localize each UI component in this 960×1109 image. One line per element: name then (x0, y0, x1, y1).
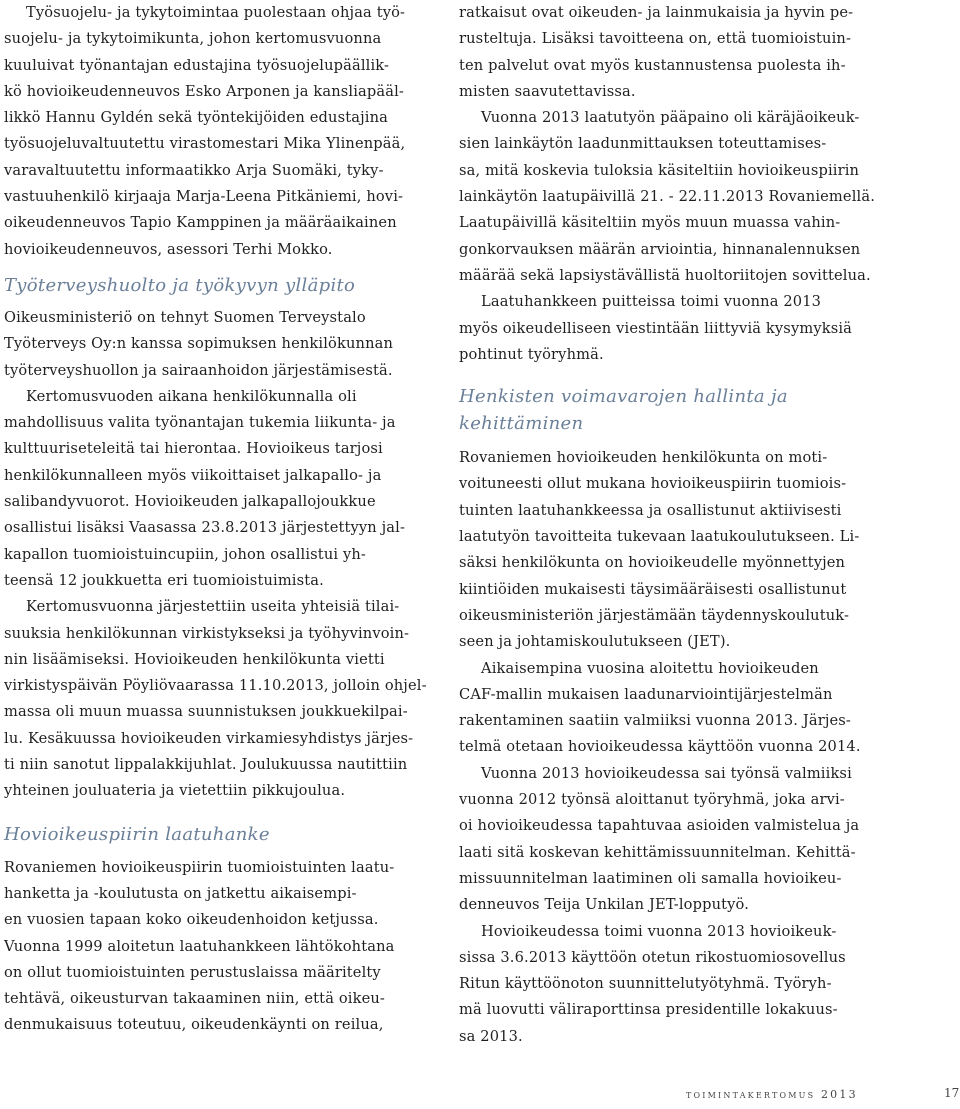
text-line: virkistyspäivän Pöyliövaarassa 11.10.2013, jolloin ohjel- (4, 677, 427, 695)
text-line: ten palvelut ovat myös kustannustensa puolesta ih- (459, 56, 846, 74)
paragraph (4, 594, 427, 804)
text-line: Aikaisempina vuosina aloitettu hovioikeuden (481, 659, 819, 677)
paragraph (459, 919, 879, 1050)
text-line: Laatuhankkeen puitteissa toimi vuonna 2013 (481, 293, 822, 311)
text-line: määrää sekä lapsiystävällistä huoltoriitojen sovittelua. (459, 266, 871, 284)
text-line: Työterveys Oy:n kanssa sopimuksen henkilökunnan (4, 335, 394, 353)
text-line: oi hovioikeudessa tapahtuvaa asioiden valmistelua ja (459, 817, 860, 835)
text-line: sa, mitä koskevia tuloksia käsiteltiin hovioikeuspiirin (459, 161, 860, 179)
paragraph (459, 761, 879, 919)
section-heading (459, 383, 879, 437)
text-line: säksi henkilökunta on hovioikeudelle myönnettyjen (459, 554, 846, 572)
text-line: Laatupäivillä käsiteltiin myös muun muassa vahin- (459, 214, 841, 232)
heading-line: Henkisten voimavarojen hallinta ja (459, 386, 788, 408)
left-column (4, 0, 427, 1039)
text-line: ti niin sanotut lippalakkijuhlat. Joulukuussa nautittiin (4, 756, 408, 774)
text-line: Kertomusvuonna järjestettiin useita yhteisiä tilai- (26, 598, 400, 616)
text-line: osallistui lisäksi Vaasassa 23.8.2013 järjestettyyn jal- (4, 519, 406, 537)
text-line: laatutyön tavoitteita tukevaan laatukoulutukseen. Li- (459, 528, 860, 546)
section-heading: Työterveyshuolto ja työkyvyn ylläpito (4, 274, 356, 296)
page-number: 17 (944, 1086, 960, 1100)
text-line: missuunnitelman laatiminen oli samalla hovioikeu- (459, 869, 842, 887)
text-line: työterveyshuollon ja sairaanhoidon järjestämisestä. (4, 361, 393, 379)
text-line: varavaltuutettu informaatikko Arja Suomäki, tyky- (4, 161, 384, 179)
text-line: CAF-mallin mukaisen laadunarviointijärjestelmän (459, 685, 833, 703)
paragraph (459, 105, 879, 289)
text-line: hanketta ja -koulutusta on jatkettu aikaisempi- (4, 884, 357, 902)
text-line: salibandyvuorot. Hovioikeuden jalkapallojoukkue (4, 493, 376, 511)
text-line: Kertomusvuoden aikana henkilökunnalla oli (26, 387, 357, 405)
text-line: laati sitä koskevan kehittämissuunnitelman. Kehittä- (459, 843, 856, 861)
text-line: likkö Hannu Gyldén sekä työntekijöiden edustajina (4, 109, 388, 127)
text-line: yhteinen jouluateria ja vietettiin pikkujoulua. (4, 782, 346, 800)
text-line: Vuonna 1999 aloitetun laatuhankkeen lähtökohtana (4, 937, 395, 955)
text-line: sien lainkäytön laadunmittauksen toteuttamises- (459, 135, 827, 153)
footer-title: toimintakertomus 2013 (686, 1088, 858, 1101)
paragraph (459, 656, 879, 761)
text-line: tehtävä, oikeusturvan takaaminen niin, että oikeu- (4, 990, 386, 1008)
text-line: hovioikeudenneuvos, asessori Terhi Mokko. (4, 240, 333, 258)
text-line: lu. Kesäkuussa hovioikeuden virkamiesyhdistys järjes- (4, 729, 414, 747)
text-line: nin lisäämiseksi. Hovioikeuden henkilökunta vietti (4, 650, 385, 668)
text-line: voituneesti ollut mukana hovioikeuspiirin tuomiois- (459, 475, 847, 493)
text-line: Vuonna 2013 laatutyön pääpaino oli käräjäoikeuk- (481, 109, 860, 127)
paragraph (4, 384, 414, 594)
text-line: telmä otetaan hovioikeudessa käyttöön vuonna 2014. (459, 738, 861, 756)
text-line: Ritun käyttöönoton suunnittelutyötyhmä. Työryh- (459, 975, 832, 993)
text-line: on ollut tuomioistuinten perustuslaissa määritelty (4, 963, 381, 981)
text-line: rusteltuja. Lisäksi tavoitteena on, että tuomioistuin- (459, 30, 852, 48)
text-line: kuuluivat työnantajan edustajina työsuojelupäällik- (4, 56, 390, 74)
text-line: kapallon tuomioistuincupiin, johon osallistui yh- (4, 545, 366, 563)
text-line: massa oli muun muassa suunnistuksen joukkuekilpai- (4, 703, 408, 721)
paragraph (4, 305, 414, 384)
text-line: kö hovioikeudenneuvos Esko Arponen ja kansliapääl- (4, 82, 404, 100)
right-column (459, 0, 879, 1050)
text-line: kulttuuriseteleitä tai hierontaa. Hovioikeus tarjosi (4, 440, 383, 458)
text-line: Hovioikeudessa toimi vuonna 2013 hovioikeuk- (481, 922, 837, 940)
text-line: kiintiöiden mukaisesti täysimääräisesti osallistunut (459, 580, 847, 598)
text-line: sa 2013. (459, 1027, 523, 1045)
text-line: vastuuhenkilö kirjaaja Marja-Leena Pitkäniemi, hovi- (4, 188, 404, 206)
text-line: sissa 3.6.2013 käyttöön otetun rikostuomiosovellus (459, 948, 846, 966)
text-line: mä luovutti väliraporttinsa presidentille lokakuus- (459, 1001, 838, 1019)
text-line: rakentaminen saatiin valmiiksi vuonna 2013. Järjes- (459, 712, 851, 730)
paragraph (459, 445, 879, 655)
text-line: denmukaisuus toteutuu, oikeudenkäynti on reilua, (4, 1016, 384, 1034)
text-line: ratkaisut ovat oikeuden- ja lainmukaisia ja hyvin pe- (459, 4, 854, 21)
text-line: Rovaniemen hovioikeuspiirin tuomioistuinten laatu- (4, 858, 395, 876)
text-line: oikeusministeriön järjestämään täydennyskoulutuk- (459, 606, 850, 624)
text-line: työsuojeluvaltuutettu virastomestari Mika Ylinenpää, (4, 135, 406, 153)
section-heading: Hovioikeuspiirin laatuhanke (4, 823, 270, 845)
text-line: suuksia henkilökunnan virkistykseksi ja työhyvinvoin- (4, 624, 410, 642)
text-line: myös oikeudelliseen viestintään liittyviä kysymyksiä (459, 319, 853, 337)
text-line: misten saavutettavissa. (459, 82, 636, 100)
text-line: henkilökunnalleen myös viikoittaiset jalkapallo- ja (4, 466, 382, 484)
text-line: teensä 12 joukkuetta eri tuomioistuimista. (4, 571, 324, 589)
text-line: suojelu- ja tykytoimikunta, johon kertomusvuonna (4, 30, 382, 48)
text-line: lainkäytön laatupäivillä 21. - 22.11.2013 Rovaniemellä. (459, 188, 875, 206)
heading-line: kehittäminen (459, 413, 584, 435)
text-line: gonkorvauksen määrän arviointia, hinnanalennuksen (459, 240, 861, 258)
text-line: Työsuojelu- ja tykytoimintaa puolestaan ohjaa työ- (26, 4, 406, 21)
text-line: en vuosien tapaan koko oikeudenhoidon ketjussa. (4, 911, 379, 929)
text-line: tuinten laatuhankkeessa ja osallistunut aktiivisesti (459, 501, 842, 519)
text-line: vuonna 2012 työnsä aloittanut työryhmä, joka arvi- (459, 791, 845, 809)
text-line: Vuonna 2013 hovioikeudessa sai työnsä valmiiksi (481, 764, 852, 782)
text-line: seen ja johtamiskoulutukseen (JET). (459, 633, 731, 651)
text-line: pohtinut työryhmä. (459, 345, 604, 363)
paragraph (4, 0, 414, 263)
paragraph (459, 289, 879, 368)
text-line: mahdollisuus valita työnantajan tukemia liikunta- ja (4, 414, 396, 432)
text-line: denneuvos Teija Unkilan JET-lopputyö. (459, 896, 750, 914)
paragraph (4, 855, 414, 1039)
paragraph (459, 0, 879, 105)
text-line: oikeudenneuvos Tapio Kamppinen ja määräaikainen (4, 214, 397, 232)
text-line: Oikeusministeriö on tehnyt Suomen Terveystalo (4, 308, 366, 326)
text-line: Rovaniemen hovioikeuden henkilökunta on moti- (459, 449, 828, 467)
